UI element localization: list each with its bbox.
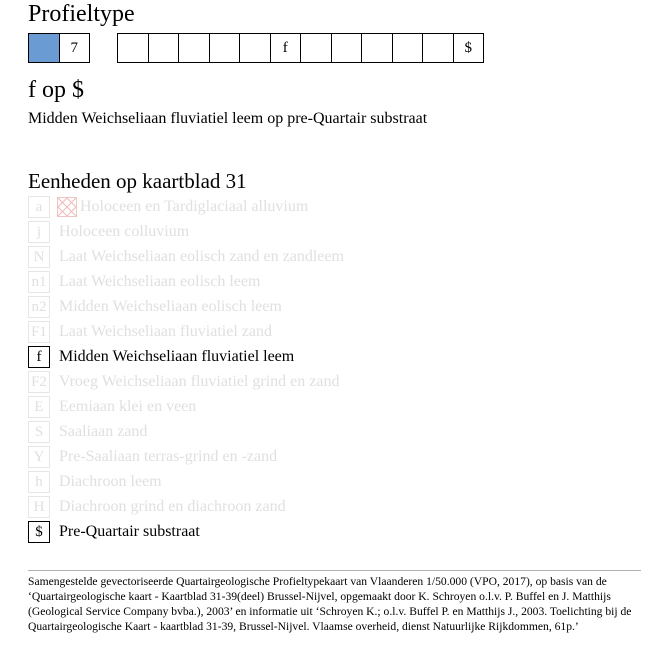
unit-code-badge: j	[28, 221, 50, 243]
unit-code-badge: F2	[28, 371, 50, 393]
unit-code-badge: h	[28, 471, 50, 493]
unit-label: Diachroon grind en diachroon zand	[59, 497, 286, 515]
profile-strip-cell	[332, 33, 363, 63]
unit-code-badge: H	[28, 496, 50, 518]
hatch-pattern-icon	[57, 197, 77, 217]
unit-code-badge: a	[28, 196, 50, 218]
profile-strip-cell	[301, 33, 332, 63]
unit-row	[28, 244, 344, 269]
unit-label: Laat Weichseliaan eolisch leem	[59, 272, 261, 290]
unit-label: Vroeg Weichseliaan fluviatiel grind en zand	[59, 372, 340, 390]
unit-row	[28, 444, 344, 469]
profile-strip-left	[28, 33, 90, 63]
unit-label: Midden Weichseliaan fluviatiel leem	[59, 347, 295, 365]
profile-strip-cell	[423, 33, 454, 63]
page-title: Profieltype	[28, 1, 135, 27]
profile-strip-cell	[240, 33, 271, 63]
profile-strip-cell: 7	[60, 33, 91, 63]
unit-code-badge: n1	[28, 271, 50, 293]
unit-code-badge: N	[28, 246, 50, 268]
unit-row	[28, 194, 344, 219]
unit-code-badge: $	[28, 521, 50, 543]
unit-code-badge: f	[28, 346, 50, 368]
unit-label: Pre-Quartair substraat	[59, 522, 200, 540]
unit-code-badge: S	[28, 421, 50, 443]
profile-strip-cell	[28, 33, 60, 63]
unit-row	[28, 319, 344, 344]
profile-strip-cell	[117, 33, 149, 63]
unit-code-badge: n2	[28, 296, 50, 318]
unit-code-badge: E	[28, 396, 50, 418]
profile-strip-right	[117, 33, 484, 63]
unit-label: Eemiaan klei en veen	[59, 397, 197, 415]
unit-label: Laat Weichseliaan fluviatiel zand	[59, 322, 272, 340]
unit-label: Saaliaan zand	[59, 422, 148, 440]
profile-strip-cell	[179, 33, 210, 63]
unit-row	[28, 369, 344, 394]
unit-label: Midden Weichseliaan eolisch leem	[59, 297, 282, 315]
unit-row	[28, 494, 344, 519]
profile-code: f op $	[28, 77, 84, 103]
profile-strip-cell	[393, 33, 424, 63]
unit-code-badge: Y	[28, 446, 50, 468]
unit-row	[28, 294, 344, 319]
profile-strip-cell: f	[271, 33, 302, 63]
footnote-divider	[28, 570, 641, 571]
profile-strip-cell	[149, 33, 180, 63]
unit-row	[28, 269, 344, 294]
footnote: Samengestelde gevectoriseerde Quartairgeologische Profieltypekaart van Vlaanderen 1/50.000 (VPO, 2017), op basis van de ‘Quartairgeologische kaart - Kaartblad 31-39(deel) Brussel-Nijvel, opgemaakt door K. Schroyen o.l.v. P. Buffel en J. Matthijs (Geological Service Company bvba.), 2003’ en informatie uit ‘Schroyen K.; o.l.v. Buffel P. en Matthijs J., 2003. Toelichting bij de Quartairgeologische Kaart - kaartblad 31-39, Brussel-Nijvel. Vlaamse overheid, dienst Natuurlijke Rijkdommen, 61p.’	[28, 575, 632, 633]
unit-label: Diachroon leem	[59, 472, 162, 490]
unit-row	[28, 519, 344, 544]
unit-code-badge: F1	[28, 321, 50, 343]
unit-label: Holoceen colluvium	[59, 222, 190, 240]
profile-strip-cell	[362, 33, 393, 63]
unit-label: Pre-Saaliaan terras-grind en -zand	[59, 447, 278, 465]
unit-row	[28, 394, 344, 419]
unit-row	[28, 419, 344, 444]
profile-description: Midden Weichseliaan fluviatiel leem op pre-Quartair substraat	[28, 110, 428, 127]
profile-strip-cell: $	[454, 33, 485, 63]
units-title: Eenheden op kaartblad 31	[28, 169, 247, 193]
units-list	[28, 194, 344, 544]
unit-label: Laat Weichseliaan eolisch zand en zandleem	[59, 247, 344, 265]
unit-label: Holoceen en Tardiglaciaal alluvium	[80, 197, 309, 215]
unit-row	[28, 469, 344, 494]
profile-strip-cell	[210, 33, 241, 63]
unit-row	[28, 219, 344, 244]
unit-row	[28, 344, 344, 369]
